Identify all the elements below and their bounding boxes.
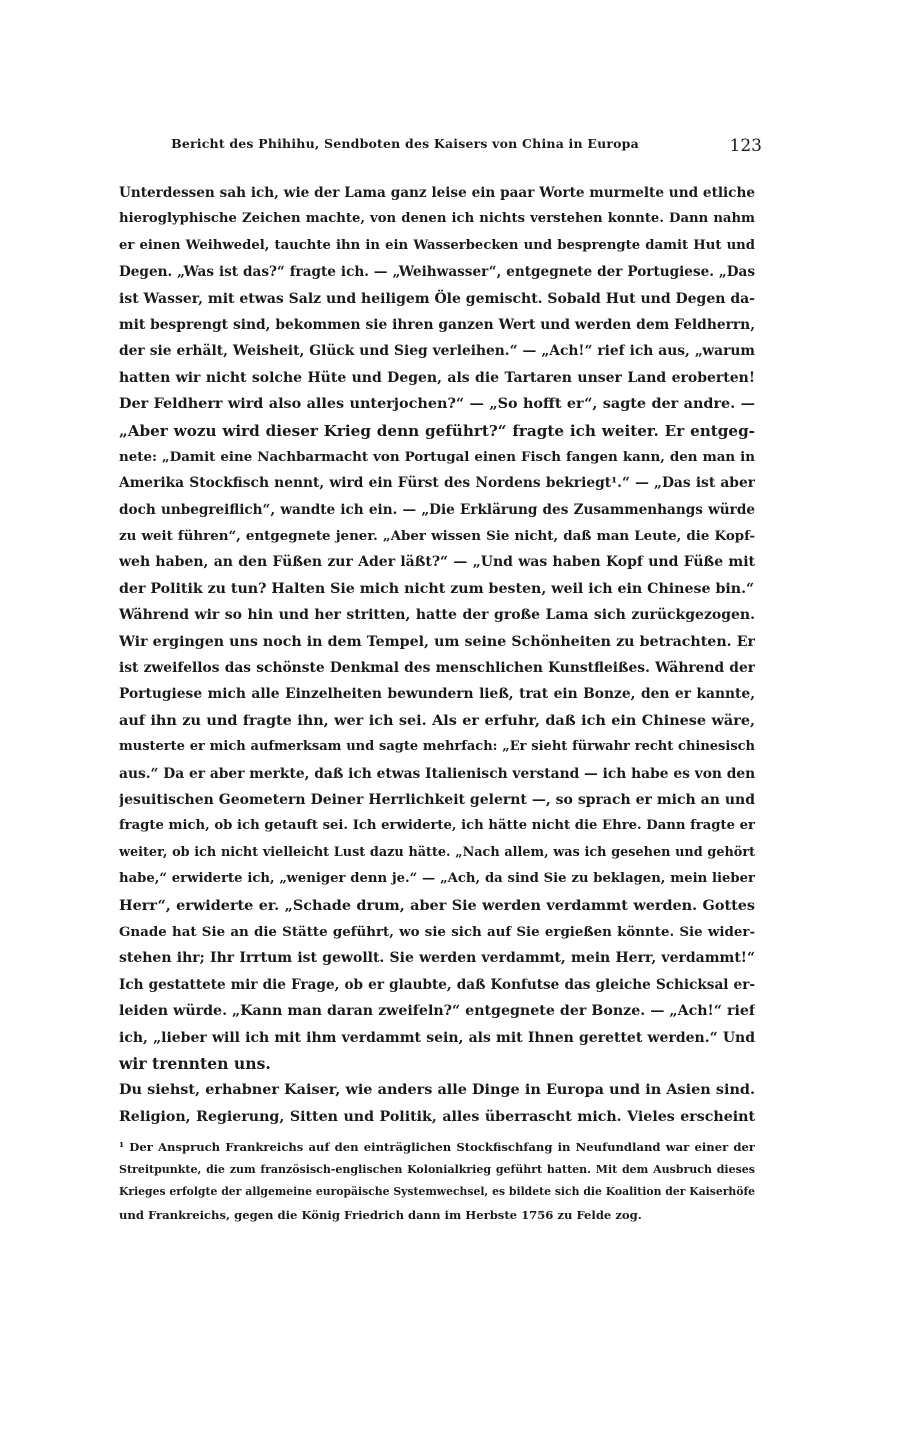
footnote-line: und Frankreichs, gegen die König Friedrich dann im Herbste 1756 zu Felde zog. (119, 1207, 642, 1222)
text-line: aus.“ Da er aber merkte, daß ich etwas Italienisch verstand — ich habe es von den (119, 765, 755, 782)
text-line: zu weit führen“, entgegnete jener. „Aber wissen Sie nicht, daß man Leute, die Kopf- (119, 528, 755, 545)
footnote-line: Krieges erfolgte der allgemeine europäische Systemwechsel, es bildete sich die Koalition der Kaiserhöfe (119, 1185, 755, 1198)
text-line: ich, „lieber will ich mit ihm verdammt sein, als mit Ihnen gerettet werden.“ Und (119, 1029, 755, 1046)
text-line: wir trennten uns. (119, 1053, 271, 1073)
text-line: Ich gestattete mir die Frage, ob er glaubte, daß Konfutse das gleiche Schicksal er- (119, 976, 755, 993)
text-line: ist Wasser, mit etwas Salz und heiligem Öle gemischt. Sobald Hut und Degen da- (119, 290, 755, 307)
text-line: Unterdessen sah ich, wie der Lama ganz leise ein paar Worte murmelte und etliche (119, 185, 755, 201)
text-line: Der Feldherr wird also alles unterjochen?“ — „So hofft er“, sagte der andre. — (119, 395, 755, 413)
text-line: hatten wir nicht solche Hüte und Degen, als die Tartaren unser Land eroberten! (119, 369, 755, 386)
text-line: Religion, Regierung, Sitten und Politik, alles überrascht mich. Vieles erscheint (119, 1108, 755, 1125)
text-line: der Politik zu tun? Halten Sie mich nicht zum besten, weil ich ein Chinese bin.“ (119, 580, 755, 597)
text-line: Portugiese mich alle Einzelheiten bewundern ließ, trat ein Bonze, den er kannte, (119, 686, 755, 703)
text-line: hieroglyphische Zeichen machte, von denen ich nichts verstehen konnte. Dann nahm (119, 211, 755, 227)
text-line: Wir ergingen uns noch in dem Tempel, um seine Schönheiten zu betrachten. Er (119, 633, 755, 650)
text-line: weiter, ob ich nicht vielleicht Lust dazu hätte. „Nach allem, was ich gesehen und gehört (119, 844, 755, 860)
text-line: leiden würde. „Kann man daran zweifeln?“ entgegnete der Bonze. — „Ach!“ rief (119, 1003, 755, 1020)
text-line: habe,“ erwiderte ich, „weniger denn je.“ — „Ach, da sind Sie zu beklagen, mein lieber (119, 871, 755, 887)
text-line: Du siehst, erhabner Kaiser, wie anders alle Dinge in Europa und in Asien sind. (119, 1081, 755, 1099)
text-line: Während wir so hin und her stritten, hatte der große Lama sich zurückgezogen. (119, 607, 755, 624)
text-line: der sie erhält, Weisheit, Glück und Sieg verleihen.“ — „Ach!“ rief ich aus, „warum (119, 343, 755, 360)
running-head: Bericht des Phihihu, Sendboten des Kaisers von China in Europa (171, 136, 639, 151)
text-line: Degen. „Was ist das?“ fragte ich. — „Weihwasser“, entgegnete der Portugiese. „Das (119, 264, 755, 281)
text-line: ist zweifellos das schönste Denkmal des menschlichen Kunstfleißes. Während der (119, 660, 755, 677)
text-line: stehen ihr; Ihr Irrtum ist gewollt. Sie werden verdammt, mein Herr, verdammt!“ (119, 950, 755, 967)
body-text (119, 180, 755, 1130)
footnote-line: Streitpunkte, die zum französisch-englischen Kolonialkrieg geführt hatten. Mit dem Ausbruch dieses (119, 1162, 755, 1176)
footnote (119, 1136, 755, 1226)
text-line: Herr“, erwiderte er. „Schade drum, aber Sie werden verdammt werden. Gottes (119, 896, 755, 914)
text-line: Amerika Stockfisch nennt, wird ein Fürst des Nordens bekriegt¹.“ — „Das ist aber (119, 475, 755, 492)
text-line: er einen Weihwedel, tauchte ihn in ein Wasserbecken und besprengte damit Hut und (119, 237, 755, 253)
text-line: musterte er mich aufmerksam und sagte mehrfach: „Er sieht fürwahr recht chinesisch (119, 739, 755, 755)
text-line: „Aber wozu wird dieser Krieg denn geführt?“ fragte ich weiter. Er entgeg- (119, 421, 755, 440)
footnote-line: ¹ Der Anspruch Frankreichs auf den einträglichen Stockfischfang in Neufundland war einer der (119, 1140, 755, 1154)
page-number: 123 (729, 136, 762, 156)
text-line: fragte mich, ob ich getauft sei. Ich erwiderte, ich hätte nicht die Ehre. Dann fragte er (119, 818, 755, 834)
text-line: mit besprengt sind, bekommen sie ihren ganzen Wert und werden dem Feldherrn, (119, 316, 755, 333)
text-line: doch unbegreiflich“, wandte ich ein. — „Die Erklärung des Zusammenhangs würde (119, 501, 755, 518)
text-line: weh haben, an den Füßen zur Ader läßt?“ — „Und was haben Kopf und Füße mit (119, 554, 755, 571)
text-line: Gnade hat Sie an die Stätte geführt, wo sie sich auf Sie ergießen könnte. Sie wider- (119, 923, 755, 940)
text-line: nete: „Damit eine Nachbarmacht von Portugal einen Fisch fangen kann, den man in (119, 448, 755, 465)
text-line: jesuitischen Geometern Deiner Herrlichkeit gelernt —, so sprach er mich an und (119, 791, 755, 808)
text-line: auf ihn zu und fragte ihn, wer ich sei. Als er erfuhr, daß ich ein Chinese wäre, (119, 711, 755, 729)
